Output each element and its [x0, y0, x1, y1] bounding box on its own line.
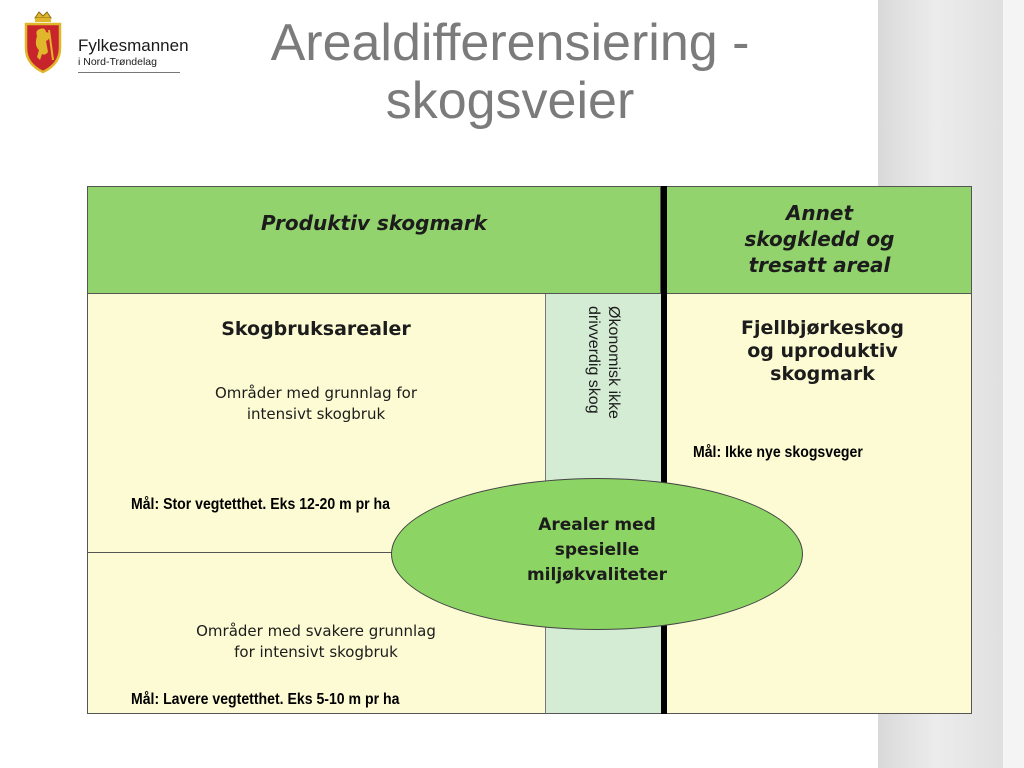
logo-divider [78, 72, 180, 73]
header-productive [87, 186, 661, 294]
environmental-ellipse-line-3: miljøkvaliteter [526, 565, 668, 585]
weaker-description-line-2: for intensivt skogbruk [234, 643, 398, 661]
environmental-ellipse-line-2: spesielle [554, 540, 640, 560]
intensive-goal: Mål: Stor vegtetthet. Eks 12-20 m pr ha [131, 496, 390, 513]
forest-road-diagram [87, 186, 972, 714]
intensive-heading: Skogbruksarealer [221, 318, 411, 340]
weaker-description-line-1: Områder med svakere grunnlag [196, 622, 436, 640]
mountain-birch-heading-line-3: skogmark [770, 363, 875, 385]
mountain-birch-heading-line-1: Fjellbjørkeskog [740, 317, 905, 339]
logo-subtitle: i Nord-Trøndelag [78, 56, 157, 68]
header-other-line-2: skogkledd og [744, 227, 895, 251]
weaker-goal: Mål: Lavere vegtetthet. Eks 5-10 m pr ha [131, 691, 400, 708]
intensive-description-line-1: Områder med grunnlag for [214, 384, 418, 402]
logo-name: Fylkesmannen [78, 36, 189, 55]
environmental-ellipse-label [391, 513, 803, 588]
intensive-description [87, 383, 545, 425]
uneconomic-label-line-1: Økonomisk ikke [605, 306, 622, 419]
intensive-description-line-2: intensivt skogbruk [246, 405, 386, 423]
slide-title-line-1: Arealdifferensiering - [270, 14, 750, 72]
decorative-side-edge [1003, 0, 1024, 768]
header-other-label [667, 200, 972, 278]
weaker-description [87, 621, 545, 663]
mountain-birch-heading [675, 317, 970, 386]
uneconomic-label-line-2: drivverdig skog [585, 306, 602, 414]
slide-title-line-2: skogsveier [385, 72, 635, 130]
logo [22, 8, 189, 78]
mountain-birch-heading-line-2: og uproduktiv [747, 340, 898, 362]
coat-of-arms-icon [22, 8, 64, 74]
header-productive-label: Produktiv skogmark [261, 211, 487, 235]
environmental-ellipse-line-1: Arealer med [538, 515, 656, 535]
mountain-birch-goal: Mål: Ikke nye skogsveger [693, 444, 863, 461]
uneconomic-label [583, 306, 623, 446]
slide-title [200, 14, 820, 130]
header-other-line-1: Annet [785, 201, 854, 225]
header-other-line-3: tresatt areal [748, 253, 891, 277]
